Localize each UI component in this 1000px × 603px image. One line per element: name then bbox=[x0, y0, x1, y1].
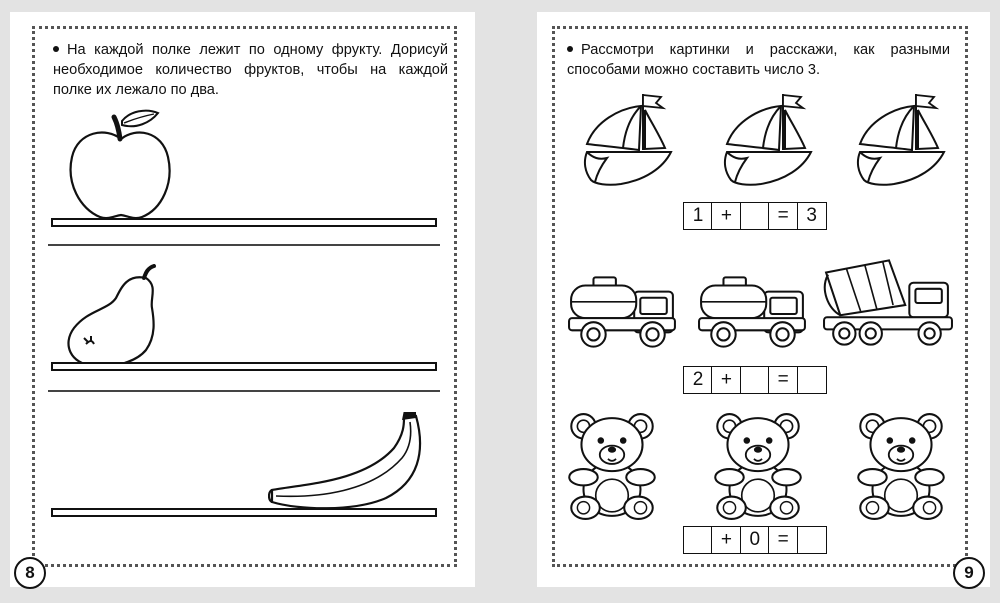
shelf-1 bbox=[51, 218, 437, 227]
equation-cell: 3 bbox=[797, 202, 827, 230]
equation-cell: + bbox=[711, 366, 741, 394]
equation-cell: 1 bbox=[683, 202, 713, 230]
task-text: Рассмотри картинки и расскажи, как разными способами можно составить число 3. bbox=[567, 42, 950, 78]
right-page bbox=[537, 12, 990, 587]
sailboat-icon bbox=[852, 94, 948, 190]
teddy-bear-icon bbox=[856, 410, 946, 522]
equation-cell: + bbox=[711, 526, 741, 554]
divider-line bbox=[48, 244, 440, 246]
equation-2 bbox=[683, 366, 827, 394]
equation-cell[interactable] bbox=[797, 526, 827, 554]
bullet-icon bbox=[567, 46, 573, 52]
equation-cell: 2 bbox=[683, 366, 713, 394]
equation-cell: = bbox=[768, 366, 798, 394]
left-page bbox=[10, 12, 475, 587]
banana-icon bbox=[268, 412, 428, 512]
page-number: 8 bbox=[14, 557, 46, 589]
equation-cell: + bbox=[711, 202, 741, 230]
task-instruction bbox=[567, 40, 950, 80]
equation-1 bbox=[683, 202, 827, 230]
equation-cell: = bbox=[768, 526, 798, 554]
page-number: 9 bbox=[953, 557, 985, 589]
teddy-bear-icon bbox=[713, 410, 803, 522]
equation-cell: 0 bbox=[740, 526, 770, 554]
equation-cell[interactable] bbox=[797, 366, 827, 394]
sailboat-icon bbox=[719, 94, 815, 190]
pear-icon bbox=[58, 264, 168, 369]
equation-cell: = bbox=[768, 202, 798, 230]
equation-cell[interactable] bbox=[740, 202, 770, 230]
equation-cell[interactable] bbox=[740, 366, 770, 394]
shelf-2 bbox=[51, 362, 437, 371]
bullet-icon bbox=[53, 46, 59, 52]
teddy-bear-icon bbox=[567, 410, 657, 522]
task-instruction bbox=[53, 40, 448, 100]
tanker-truck-icon bbox=[567, 274, 679, 350]
apple-icon bbox=[66, 109, 176, 224]
equation-3 bbox=[683, 526, 827, 554]
sailboat-icon bbox=[579, 94, 675, 190]
equation-cell[interactable] bbox=[683, 526, 713, 554]
shelf-3 bbox=[51, 508, 437, 517]
cement-mixer-truck-icon bbox=[822, 252, 954, 352]
tanker-truck-icon bbox=[697, 274, 809, 350]
task-text: На каждой полке лежит по одному фрукту. Дорисуй необходимое количество фруктов, чтобы на каждой полке их лежало по два. bbox=[53, 42, 448, 98]
divider-line bbox=[48, 390, 440, 392]
